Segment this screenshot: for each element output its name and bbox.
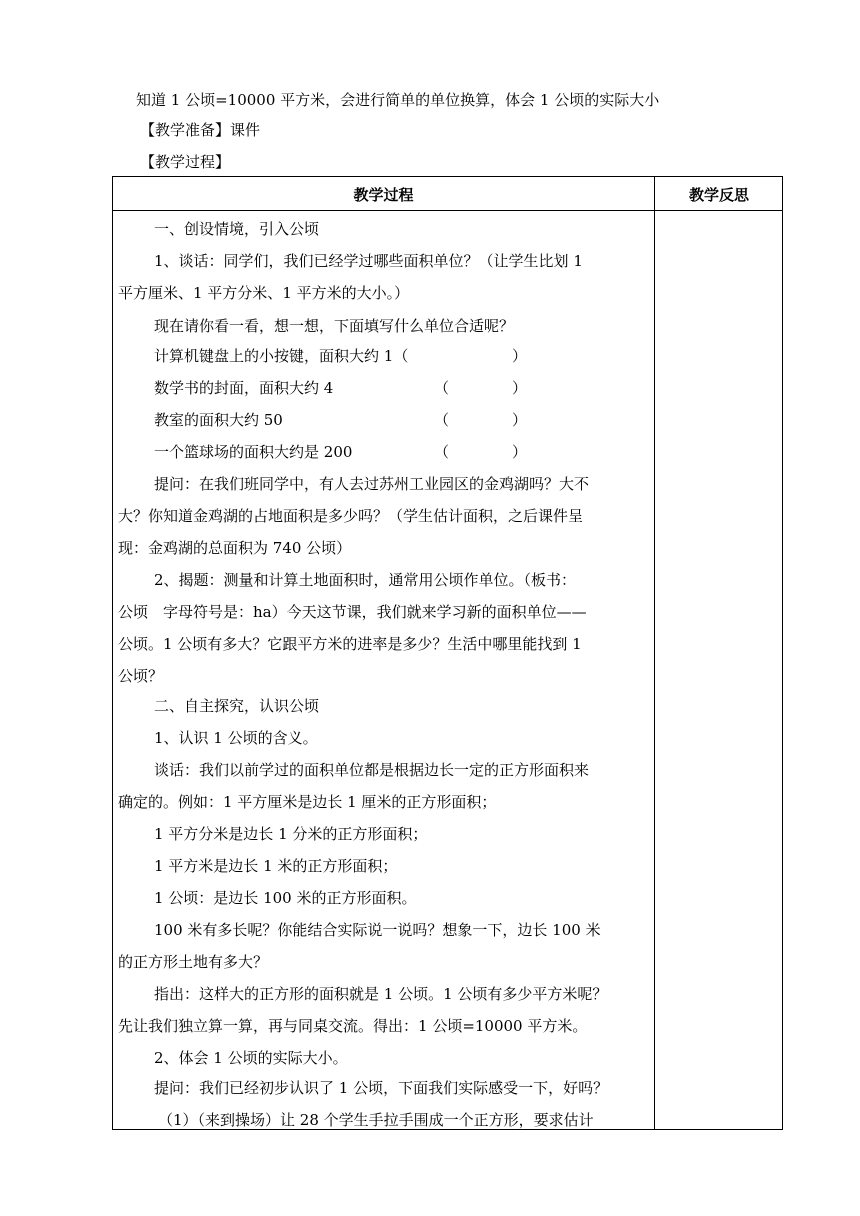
line-item-book: 数学书的封面，面积大约 4 <box>154 379 334 397</box>
line-dm: 1 平方分米是边长 1 分米的正方形面积； <box>154 825 428 843</box>
line-question: 现在请你看一看，想一想，下面填写什么单位合适呢？ <box>154 317 515 335</box>
line-explain-2: 确定的。例如：1 平方厘米是边长 1 厘米的正方形面积； <box>118 793 497 811</box>
intro-process-heading: 【教学过程】 <box>140 153 231 171</box>
blank-close-4: ） <box>512 443 528 461</box>
line-step-2: 2、体会 1 公顷的实际大小。 <box>154 1049 348 1067</box>
line-ask-3: 现：金鸡湖的总面积为 740 公顷） <box>118 539 352 557</box>
column-divider <box>654 177 655 1129</box>
line-ha: 1 公顷：是边长 100 米的正方形面积。 <box>154 889 417 907</box>
line-item-classroom: 教室的面积大约 50 <box>154 411 283 429</box>
header-teaching-reflection: 教学反思 <box>688 186 749 204</box>
line-step-1: 1、认识 1 公顷的含义。 <box>154 729 318 747</box>
line-point-1: 指出：这样大的正方形的面积就是 1 公顷。1 公顷有多少平方米呢？ <box>154 985 608 1003</box>
line-reveal-2: 公顷 字母符号是：ha）今天这节课，我们就来学习新的面积单位—— <box>118 603 587 621</box>
line-explain-1: 谈话：我们以前学过的面积单位都是根据边长一定的正方形面积来 <box>154 761 590 779</box>
line-100m-2: 的正方形土地有多大？ <box>118 953 269 971</box>
line-item-keyboard: 计算机键盘上的小按键，面积大约 1（ <box>154 347 409 365</box>
line-item-court: 一个篮球场的面积大约是 200 <box>154 443 353 461</box>
header-teaching-process: 教学过程 <box>353 186 414 204</box>
line-ask-1: 提问：在我们班同学中，有人去过苏州工业园区的金鸡湖吗？大不 <box>154 475 590 493</box>
blank-open-2: （ <box>434 379 450 397</box>
blank-close-2: ） <box>512 379 528 397</box>
line-section-2: 二、自主探究，认识公顷 <box>154 697 320 715</box>
line-ask-feel: 提问：我们已经初步认识了 1 公顷，下面我们实际感受一下，好吗？ <box>154 1079 609 1097</box>
line-reveal-1: 2、揭题：测量和计算土地面积时，通常用公顷作单位。（板书： <box>154 571 577 589</box>
line-talk-2: 平方厘米、1 平方分米、1 平方米的大小。） <box>118 284 410 302</box>
blank-close-3: ） <box>512 411 528 429</box>
intro-objective: 知道 1 公顷=10000 平方米，会进行简单的单位换算，体会 1 公顷的实际大小 <box>136 91 660 109</box>
line-activity-1: （1）（来到操场）让 28 个学生手拉手围成一个正方形，要求估计 <box>158 1111 594 1129</box>
line-reveal-4: 公顷？ <box>118 667 164 685</box>
blank-open-3: （ <box>434 411 450 429</box>
blank-open-4: （ <box>434 443 450 461</box>
line-section-1: 一、创设情境，引入公顷 <box>154 220 320 238</box>
blank-close-1: ） <box>512 347 528 365</box>
line-100m-1: 100 米有多长呢？你能结合实际说一说吗？想象一下，边长 100 米 <box>154 921 601 939</box>
line-talk-1: 1、谈话：同学们，我们已经学过哪些面积单位？（让学生比划 1 <box>154 252 583 270</box>
line-ask-2: 大？你知道金鸡湖的占地面积是多少吗？（学生估计面积，之后课件呈 <box>118 507 584 525</box>
line-reveal-3: 公顷。1 公顷有多大？它跟平方米的进率是多少？生活中哪里能找到 1 <box>118 635 582 653</box>
header-divider <box>113 210 782 211</box>
line-point-2: 先让我们独立算一算，再与同桌交流。得出：1 公顷=10000 平方米。 <box>118 1017 588 1035</box>
line-m: 1 平方米是边长 1 米的正方形面积； <box>154 857 398 875</box>
intro-preparation: 【教学准备】课件 <box>140 121 261 139</box>
